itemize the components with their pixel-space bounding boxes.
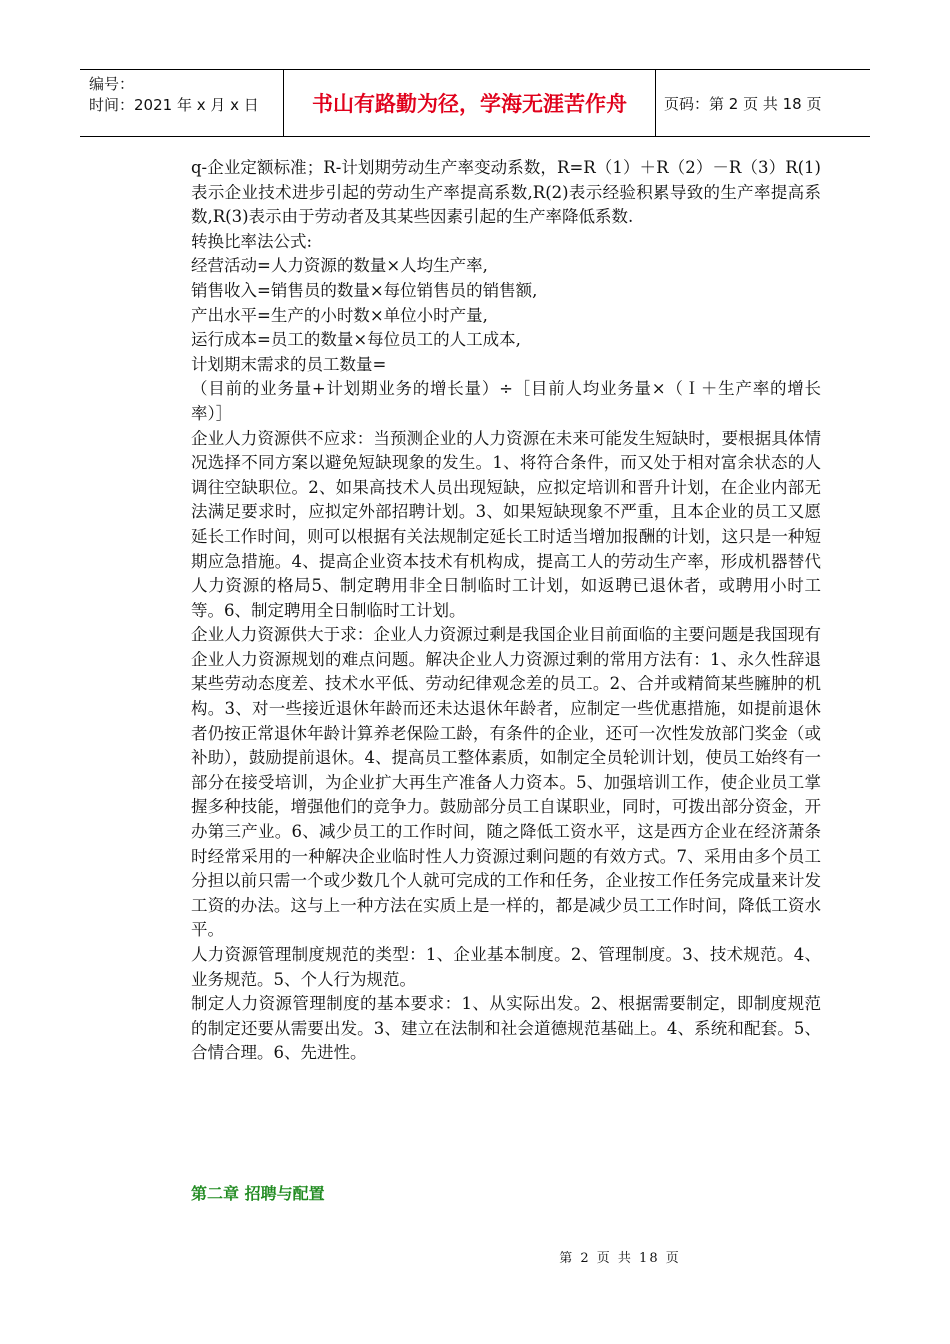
paragraph: 制定人力资源管理制度的基本要求：1、从实际出发。2、根据需要制定，即制度规范的制定还要从需要出发。3、建立在法制和社会道德规范基础上。4、系统和配套。5、合情合理。6、先进性。 bbox=[191, 994, 821, 1063]
paragraph: 运行成本=员工的数量×每位员工的人工成本, bbox=[191, 330, 521, 350]
paragraph: 经营活动=人力资源的数量×人均生产率, bbox=[191, 256, 488, 276]
header-page-number: 页码：第 2 页 共 18 页 bbox=[664, 94, 822, 113]
document-body bbox=[191, 156, 821, 1066]
header-motto: 书山有路勤为径，学海无涯苦作舟 bbox=[283, 70, 656, 136]
paragraph: 转换比率法公式: bbox=[191, 231, 313, 251]
paragraph: 产出水平=生产的小时数×单位小时产量, bbox=[191, 305, 488, 325]
paragraph: 企业人力资源供不应求：当预测企业的人力资源在未来可能发生短缺时，要根据具体情况选择不同方案以避免短缺现象的发生。1、将符合条件，而又处于相对富余状态的人调往空缺职位。2、如果高技术人员出现短缺，应拟定培训和晋升计划，在企业内部无法满足要求时，应拟定外部招聘计划。3、如果短缺现象不严重，且本企业的员工又愿延长工作时间，则可以根据有关法规制定延长工时适当增加报酬的计划，这只是一种短期应急措施。4、提高企业资本技术有机构成，提高工人的劳动生产率，形成机器替代人力资源的格局5、制定聘用非全日制临时工计划，如返聘已退休者，或聘用小时工等。6、制定聘用全日制临时工计划。 bbox=[191, 428, 821, 620]
date-label: 时间：2021 年 x 月 x 日 bbox=[89, 96, 259, 114]
header-table bbox=[80, 69, 870, 137]
serial-number-label: 编号： bbox=[89, 75, 135, 93]
paragraph: （目前的业务量+计划期业务的增长量）÷［目前人均业务量×（Ｉ＋生产率的增长率）］ bbox=[191, 379, 821, 423]
header-meta bbox=[80, 70, 283, 136]
paragraph: 销售收入=销售员的数量×每位销售员的销售额, bbox=[191, 280, 538, 300]
page-footer: 第 2 页 共 18 页 bbox=[559, 1251, 681, 1266]
paragraph: 人力资源管理制度规范的类型：1、企业基本制度。2、管理制度。3、技术规范。4、业务规范。5、个人行为规范。 bbox=[191, 945, 821, 989]
paragraph: 计划期末需求的员工数量= bbox=[191, 354, 387, 374]
paragraph: q-企业定额标准；R-计划期劳动生产率变动系数，R=R（1）＋R（2）－R（3）R(1)表示企业技术进步引起的劳动生产率提高系数,R(2)表示经验积累导致的生产率提高系数,R(3)表示由于劳动者及其某些因素引起的生产率降低系数. bbox=[191, 158, 821, 227]
paragraph: 企业人力资源供大于求：企业人力资源过剩是我国企业目前面临的主要问题是我国现有企业人力资源规划的难点问题。解决企业人力资源过剩的常用方法有：1、永久性辞退某些劳动态度差、技术水平低、劳动纪律观念差的员工。2、合并或精简某些臃肿的机构。3、对一些接近退休年龄而还未达退休年龄者，应制定一些优惠措施，如提前退休者仍按正常退休年龄计算养老保险工龄，有条件的企业，还可一次性发放部门奖金（或补助），鼓励提前退休。4、提高员工整体素质，如制定全员轮训计划，使员工始终有一部分在接受培训，为企业扩大再生产准备人力资本。5、加强培训工作，使企业员工掌握多种技能，增强他们的竞争力。鼓励部分员工自谋职业，同时，可拨出部分资金，开办第三产业。6、减少员工的工作时间，随之降低工资水平，这是西方企业在经济萧条时经常采用的一种解决企业临时性人力资源过剩问题的有效方式。7、采用由多个员工分担以前只需一个或少数几个人就可完成的工作和任务，企业按工作任务完成量来计发工资的办法。这与上一种方法在实质上是一样的，都是减少员工工作时间，降低工资水平。 bbox=[191, 625, 821, 940]
chapter-heading: 第二章 招聘与配置 bbox=[191, 1184, 325, 1203]
